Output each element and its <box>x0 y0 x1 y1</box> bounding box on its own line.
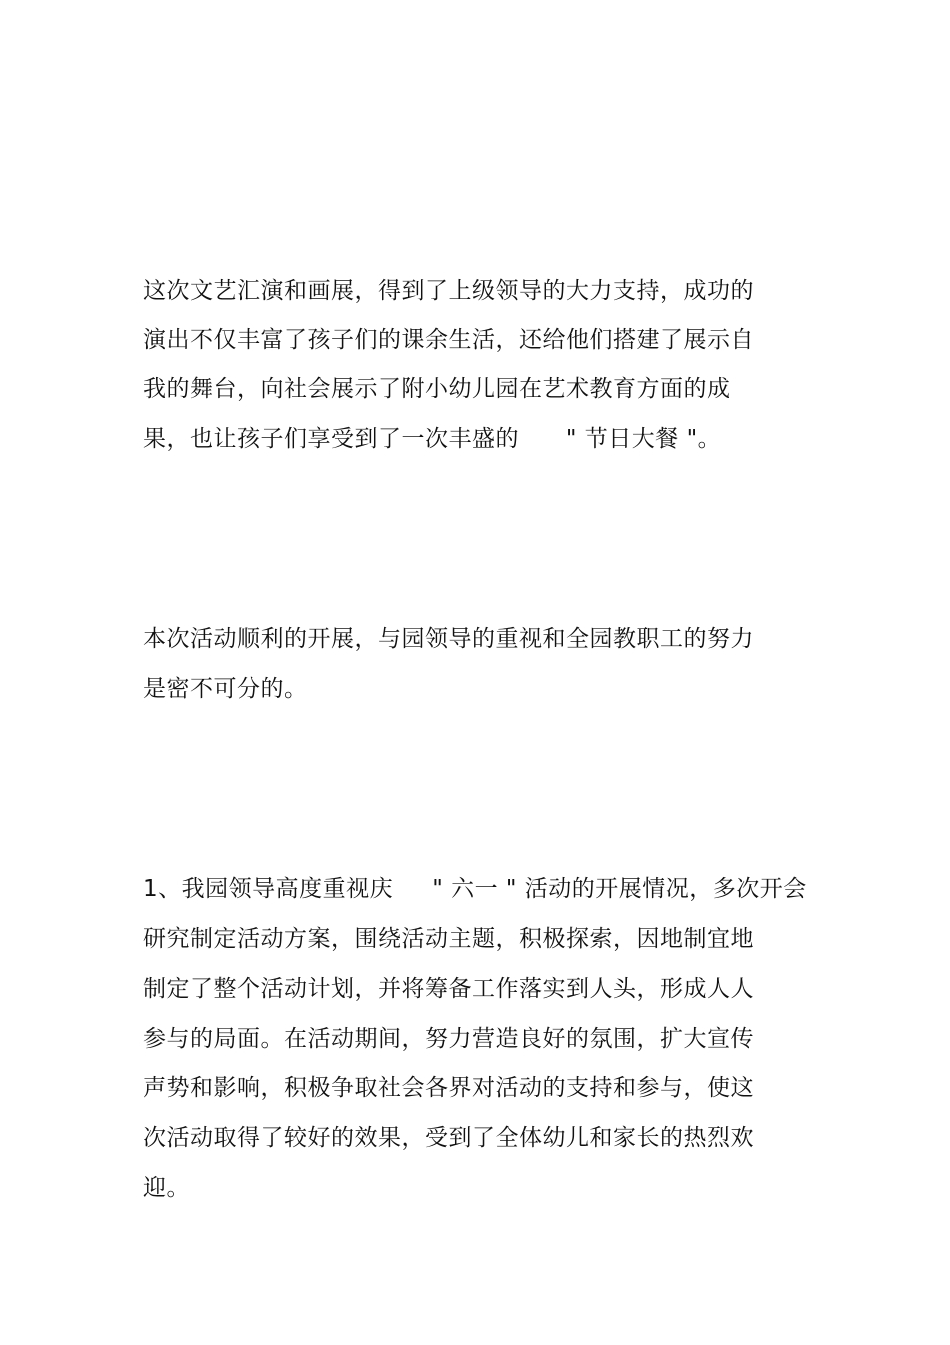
text-line: 声势和影响，积极争取社会各界对活动的支持和参与，使这 <box>143 1075 754 1101</box>
text-line: 这次文艺汇演和画展，得到了上级领导的大力支持，成功的 <box>143 278 754 304</box>
text-line: 果，也让孩子们享受到了一次丰盛的 " 节日大餐 "。 <box>143 426 722 452</box>
text-line: 研究制定活动方案，围绕活动主题，积极探索，因地制宜地 <box>143 926 754 952</box>
text-line: 迎。 <box>143 1175 190 1201</box>
text-line: 次活动取得了较好的效果，受到了全体幼儿和家长的热烈欢 <box>143 1125 754 1151</box>
text-line: 我的舞台，向社会展示了附小幼儿园在艺术教育方面的成 <box>143 376 731 402</box>
text-line: 是密不可分的。 <box>143 676 308 702</box>
text-line: 制定了整个活动计划，并将筹备工作落实到人头，形成人人 <box>143 976 754 1002</box>
text-line: 参与的局面。在活动期间，努力营造良好的氛围，扩大宣传 <box>143 1026 754 1052</box>
text-line: 本次活动顺利的开展，与园领导的重视和全园教职工的努力 <box>143 626 754 652</box>
text-line: 演出不仅丰富了孩子们的课余生活，还给他们搭建了展示自 <box>143 327 754 353</box>
text-line: 1、我园领导高度重视庆 " 六一 " 活动的开展情况，多次开会 <box>143 876 807 902</box>
